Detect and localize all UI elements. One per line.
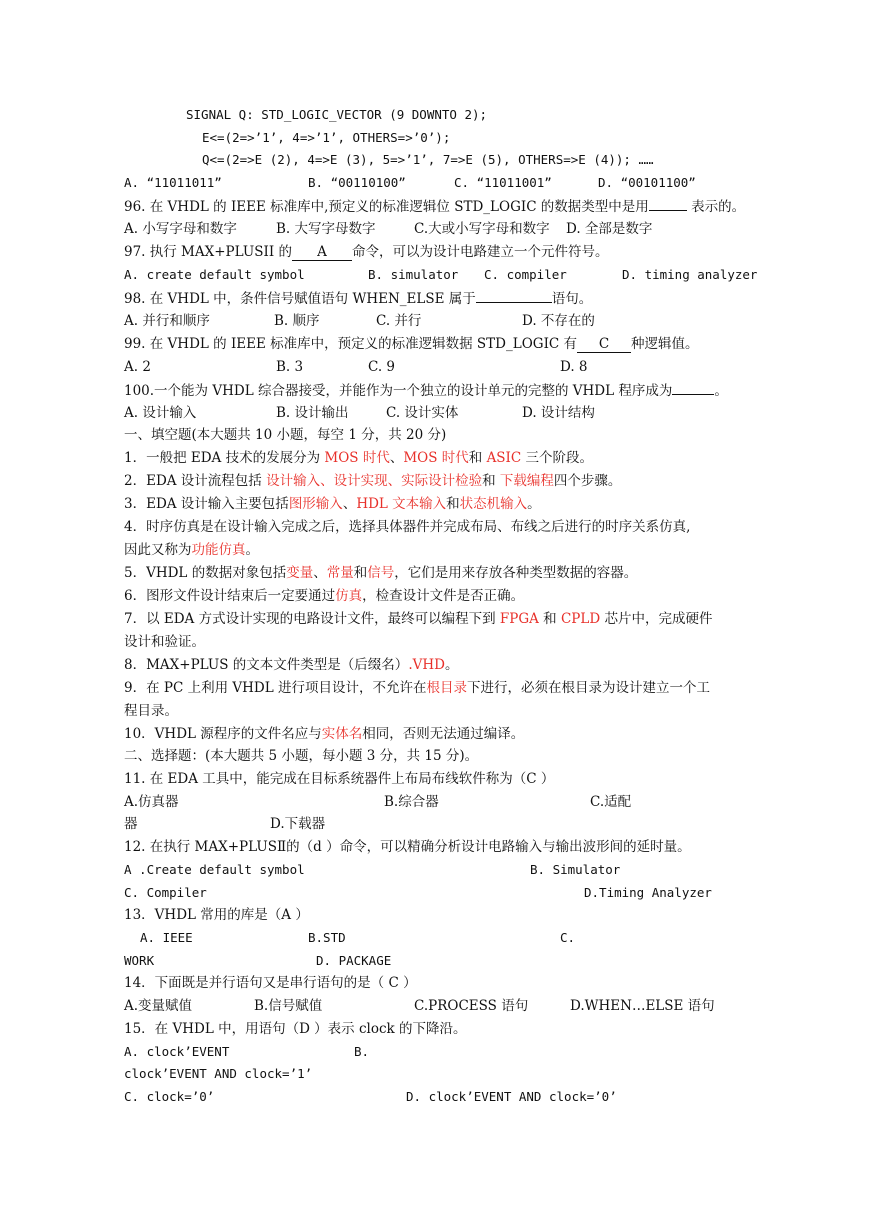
answer-text: 根目录 [426,680,467,696]
question-12: 12. 在执行 MAX+PLUSⅡ的（d ）命令，可以精确分析设计电路输入与输出波形间的延时量。 [124,839,691,855]
answer-blank: C [577,337,631,353]
question-97 [124,241,809,263]
answer-text: CPLD [560,611,601,627]
fill-item-8: 8．MAX+PLUS 的文本文件类型是（后缀名）.VHD。 [124,657,459,673]
fill-item-10: 10．VHDL 源程序的文件名应与实体名相同，否则无法通过编译。 [124,726,525,742]
option-b: B. Simulator [530,862,621,877]
answer-text: 图形输入 [288,496,343,512]
option-a: A. 设计输入 [124,405,197,421]
option-b: B. “00110100” [308,175,406,190]
fill-item-7: 7．以 EDA 方式设计实现的电路设计文件，最终可以编程下到 FPGA 和 CPLD 芯片中，完成硬件 [124,611,713,627]
fill-item-4: 4．时序仿真是在设计输入完成之后，选择具体器件并完成布局、布线之后进行的时序关系仿真, [124,519,691,535]
option-d: D. 全部是数字 [566,221,653,237]
question-15: 15．在 VHDL 中，用语句（D ）表示 clock 的下降沿。 [124,1021,467,1037]
options-row [124,310,809,332]
question-tail: 种逻辑值。 [631,336,699,352]
option-c: C.适配 [590,794,632,810]
option-c: C. Compiler [124,885,207,900]
question-stem: 100.一个能为 VHDL 综合器接受，并能作为一个独立的设计单元的完整的 VHDL 程序成为 [124,383,673,399]
fill-item-7-cont: 设计和验证。 [124,634,205,650]
code-line: Q<=(2=>E (2), 4=>E (3), 5=>’1’, 7=>E (5), OTHERS=>E (4)); …… [202,152,654,167]
option-c: C.大或小写字母和数字 [414,221,550,237]
answer-text: FPGA [499,611,539,627]
answer-blank [476,287,552,303]
option-a: A. IEEE [140,930,193,945]
option-a: A. 小写字母和数字 [124,221,237,237]
answer-text: 常量 [326,565,354,581]
options-row [124,218,809,240]
options-row [124,172,809,194]
option-a: A.变量赋值 [124,998,193,1014]
option-a: A .Create default symbol [124,862,305,877]
question-13: 13．VHDL 常用的库是（A ） [124,907,309,923]
answer-blank [649,195,687,211]
answer-text: 实体名 [321,726,363,742]
options-row [124,402,809,424]
fill-item-6: 6．图形文件设计结束后一定要通过仿真，检查设计文件是否正确。 [124,588,525,604]
answer-blank [672,379,714,395]
question-100 [124,379,809,401]
question-tail: 命令，可以为设计电路建立一个元件符号。 [351,244,609,260]
option-c-cont: 器 [124,816,138,832]
option-d: D. timing analyzer [622,267,758,282]
question-14: 14．下面既是并行语句又是串行语句的是（ C ） [124,975,417,991]
option-a: A. 2 [124,359,151,375]
answer-text: 信号 [367,565,395,581]
question-11: 11. 在 EDA 工具中，能完成在目标系统器件上布局布线软件称为（C ） [124,771,555,787]
option-d: D. PACKAGE [316,953,392,968]
question-tail: 。 [714,383,728,399]
option-c: C. clock=’0’ [124,1089,215,1104]
fill-item-9: 9．在 PC 上利用 VHDL 进行项目设计，不允许在根目录下进行，必须在根目录为设计建立一个工 [124,680,710,696]
question-stem: 96. 在 VHDL 的 IEEE 标准库中,预定义的标准逻辑位 STD_LOGIC 的数据类型中是用 [124,199,649,215]
option-b-cont: clock’EVENT AND clock=’1’ [124,1066,313,1081]
option-d: D.WHEN…ELSE 语句 [570,998,715,1014]
options-row [124,1086,809,1108]
fill-item-5: 5．VHDL 的数据对象包括变量、常量和信号，它们是用来存放各种类型数据的容器。 [124,565,638,581]
answer-text: ASIC [486,450,522,466]
option-b: B. [354,1044,370,1059]
fill-item-1: 1．一般把 EDA 技术的发展分为 MOS 时代、MOS 时代和 ASIC 三个阶段。 [124,450,594,466]
answer-text: 功能仿真 [191,542,246,558]
options-row [124,264,809,286]
option-b: B. 顺序 [274,313,320,329]
fill-item-2: 2．EDA 设计流程包括 设计输入、设计实现、实际设计检验和 下载编程四个步骤。 [124,473,622,489]
fill-item-9-cont: 程目录。 [124,703,178,719]
options-row [124,927,809,949]
option-c: C. compiler [484,267,567,282]
option-d: D.下载器 [270,816,326,832]
option-a: A. 并行和顺序 [124,313,210,329]
option-d: D. “00101100” [598,175,696,190]
option-b: B. simulator [368,267,459,282]
option-d: D. 不存在的 [522,313,595,329]
question-tail: 语句。 [551,291,593,307]
question-99 [124,333,809,355]
option-b: B. 设计输出 [276,405,349,421]
option-b: B.STD [308,930,346,945]
option-a: A. “11011011” [124,175,222,190]
code-line: SIGNAL Q: STD_LOGIC_VECTOR (9 DOWNTO 2); [186,107,488,122]
answer-text: 状态机输入 [459,496,528,512]
options-row [124,356,809,378]
answer-blank: A [292,245,352,261]
option-c: C. 并行 [376,313,422,329]
options-row [124,859,809,881]
option-b: B.综合器 [384,794,439,810]
fill-item-4-cont: 因此又称为功能仿真。 [124,542,259,558]
option-c: C. 设计实体 [386,405,459,421]
option-d: D. 设计结构 [522,405,595,421]
section-heading: 二、选择题：(本大题共 5 小题，每小题 3 分，共 15 分)。 [124,748,479,764]
question-stem: 99. 在 VHDL 的 IEEE 标准库中，预定义的标准逻辑数据 STD_LOGIC 有 [124,336,578,352]
option-c-cont: WORK [124,953,155,968]
code-line: E<=(2=>’1’, 4=>’1’, OTHERS=>’0’); [202,130,451,145]
options-row [124,813,809,835]
options-row [124,1041,809,1063]
question-tail: 表示的。 [691,199,746,215]
answer-text: MOS 时代 [324,450,390,466]
question-98 [124,287,809,309]
answer-text: 仿真 [335,588,363,604]
option-d: D. 8 [560,359,588,375]
section-heading: 一、填空题(本大题共 10 小题，每空 1 分，共 20 分) [124,427,447,443]
option-a: A. create default symbol [124,267,305,282]
option-a: A.仿真器 [124,794,179,810]
option-b: B.信号赋值 [254,998,323,1014]
question-stem: 97. 执行 MAX+PLUSII 的 [124,244,292,260]
question-stem: 98. 在 VHDL 中，条件信号赋值语句 WHEN_ELSE 属于 [124,291,476,307]
option-c: C. [560,930,576,945]
option-c: C. “11011001” [454,175,552,190]
answer-text: HDL 文本输入 [356,496,447,512]
option-d: D.Timing Analyzer [584,885,712,900]
fill-item-3: 3．EDA 设计输入主要包括图形输入、HDL 文本输入和状态机输入。 [124,496,541,512]
options-row [124,882,809,904]
options-row [124,950,809,972]
answer-text: 下载编程 [499,473,554,489]
answer-text: MOS 时代 [403,450,469,466]
option-c: C. 9 [368,359,396,375]
answer-text: .VHD [408,657,445,673]
options-row [124,995,809,1017]
answer-text: 变量 [286,565,314,581]
option-b: B. 3 [276,359,304,375]
option-b: B. 大写字母数字 [276,221,376,237]
answer-text: 设计输入、设计实现、实际设计检验 [266,473,483,489]
question-96 [124,195,809,217]
option-d: D. clock’EVENT AND clock=’0’ [406,1089,617,1104]
option-a: A. clock’EVENT [124,1044,230,1059]
options-row [124,791,809,813]
option-c: C.PROCESS 语句 [414,998,529,1014]
